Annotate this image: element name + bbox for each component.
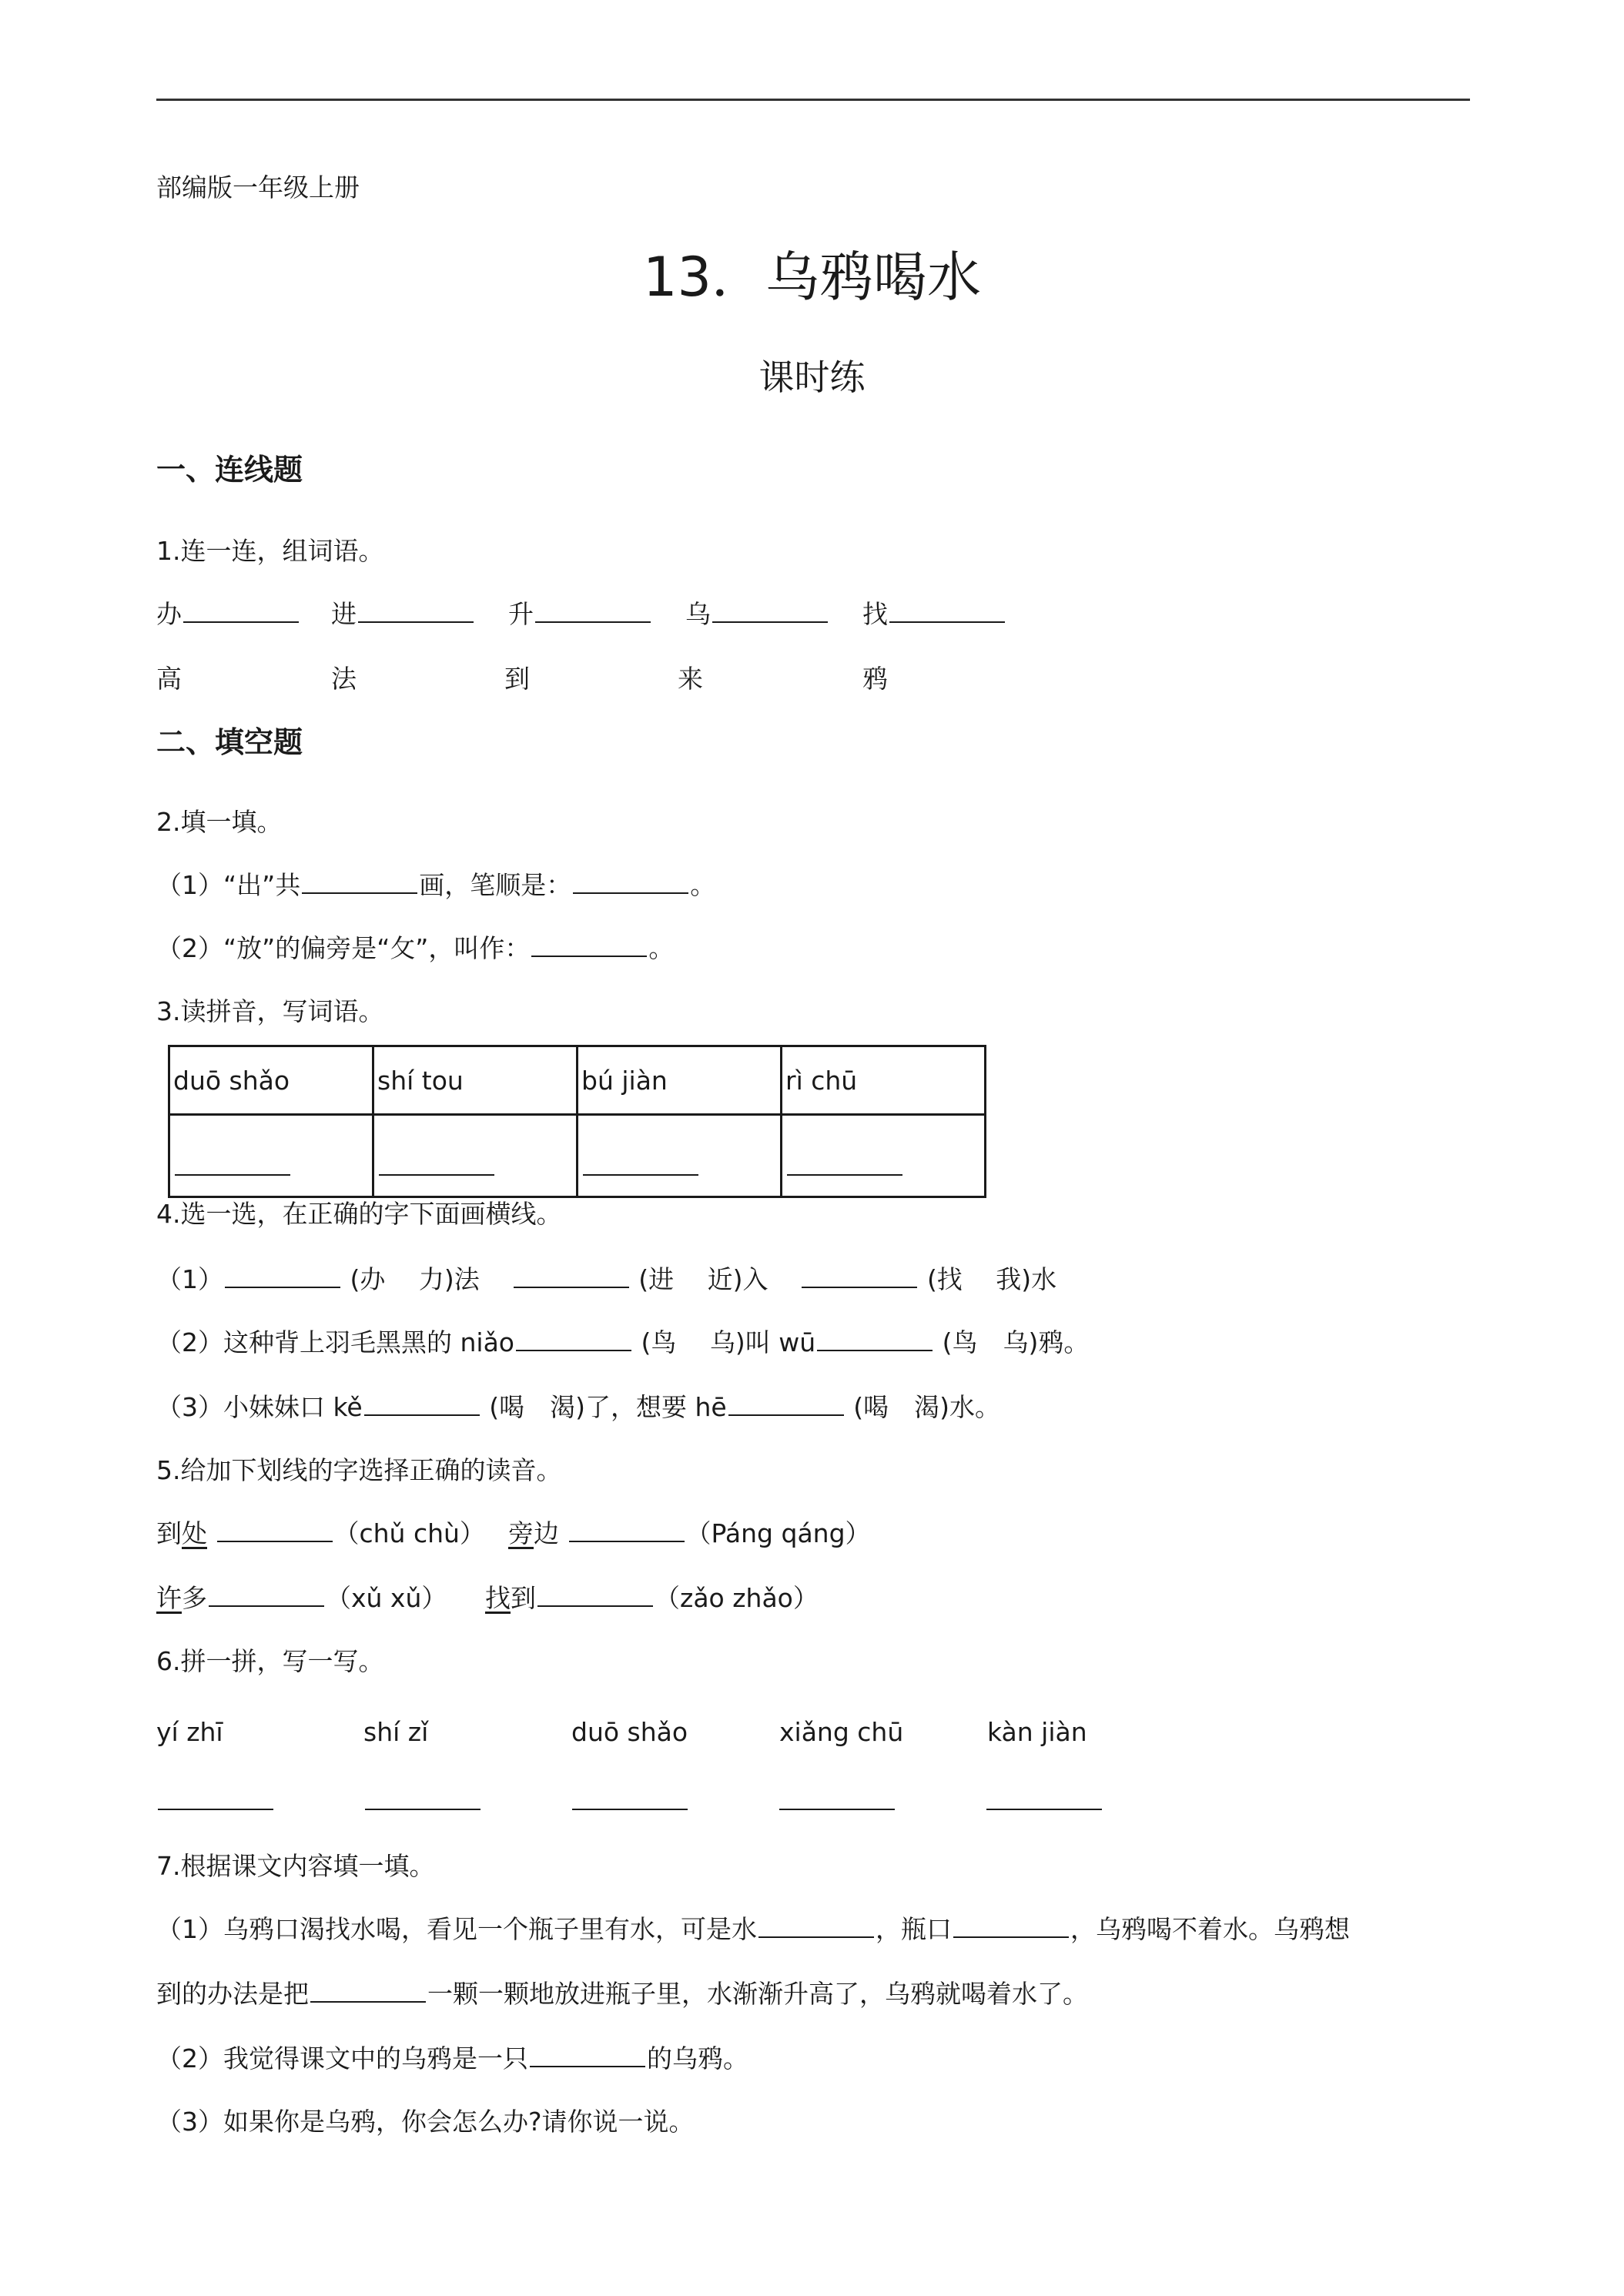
- q6-pinyin: yí zhī: [156, 1717, 223, 1747]
- header-rule: [156, 99, 1470, 101]
- pinyin-table: [168, 1045, 986, 1198]
- answer-blank[interactable]: [712, 598, 828, 623]
- answer-cell[interactable]: [782, 1115, 986, 1197]
- answer-blank[interactable]: [530, 2043, 645, 2067]
- answer-blank[interactable]: [569, 1518, 685, 1542]
- answer-blank[interactable]: [758, 1913, 874, 1938]
- q1-top-item: 办: [156, 597, 300, 631]
- answer-blank[interactable]: [516, 1327, 631, 1351]
- q1-prompt: 1.连一连，组词语。: [156, 536, 384, 566]
- q6-prompt: 6.拼一拼，写一写。: [156, 1646, 384, 1676]
- q6-pinyin: xiǎng chū: [779, 1717, 904, 1747]
- answer-blank[interactable]: [302, 869, 417, 894]
- answer-blank[interactable]: [209, 1582, 324, 1607]
- pinyin-cell: bú jiàn: [578, 1046, 782, 1115]
- answer-blank[interactable]: [175, 1151, 290, 1176]
- q5-prompt: 5.给加下划线的字选择正确的读音。: [156, 1455, 562, 1485]
- q5-item: 旁边 （Páng qáng）: [508, 1518, 871, 1548]
- pinyin-cell: rì chū: [782, 1046, 986, 1115]
- q4-line-1: （1） (办 力)法 (进 近)入 (找 我)水: [156, 1264, 1057, 1294]
- answer-blank[interactable]: [158, 1786, 273, 1810]
- q4-line-2: （2）这种背上羽毛黑黑的 niǎo (鸟 乌)叫 wū (鸟 乌)鸦。: [156, 1327, 1090, 1357]
- q1-top-item: 乌: [685, 597, 829, 631]
- q1-top-item: 进: [331, 597, 475, 631]
- q1-bottom-item: 鸦: [862, 664, 888, 694]
- answer-blank[interactable]: [531, 932, 647, 957]
- answer-cell[interactable]: [578, 1115, 782, 1197]
- answer-blank[interactable]: [535, 598, 651, 623]
- answer-blank[interactable]: [364, 1391, 480, 1416]
- q7-line-1: （1）乌鸦口渴找水喝，看见一个瓶子里有水，可是水 ，瓶口 ，乌鸦喝不着水。乌鸦想: [156, 1914, 1350, 1944]
- answer-blank[interactable]: [986, 1786, 1102, 1810]
- answer-cell[interactable]: [373, 1115, 578, 1197]
- q5-item: 到处 （chǔ chù）: [156, 1518, 485, 1548]
- q5-item: 找到 （zǎo zhǎo）: [485, 1583, 819, 1613]
- answer-blank[interactable]: [787, 1151, 902, 1176]
- answer-blank[interactable]: [217, 1518, 333, 1542]
- answer-blank[interactable]: [225, 1263, 340, 1288]
- section-matching: 一、连线题: [156, 453, 303, 487]
- answer-blank[interactable]: [728, 1391, 844, 1416]
- q1-bottom-item: 到: [504, 664, 530, 694]
- pinyin-cell: duō shǎo: [169, 1046, 373, 1115]
- answer-blank[interactable]: [310, 1978, 426, 2003]
- textbook-label: 部编版一年级上册: [156, 172, 360, 202]
- page-subtitle: 课时练: [758, 356, 866, 398]
- q4-line-3: （3）小妹妹口 kě (喝 渴)了，想要 hē (喝 渴)水。: [156, 1392, 1000, 1422]
- q1-bottom-item: 高: [156, 664, 182, 694]
- q3-prompt: 3.读拼音，写词语。: [156, 996, 384, 1026]
- page-title: 13．乌鸦喝水: [642, 246, 982, 309]
- q7-line-3: （2）我觉得课文中的乌鸦是一只 的乌鸦。: [156, 2043, 748, 2073]
- answer-blank[interactable]: [817, 1327, 933, 1351]
- q7-line-2: 到的办法是把 一颗一颗地放进瓶子里，水渐渐升高了，乌鸦就喝着水了。: [156, 1979, 1088, 2009]
- q2-prompt: 2.填一填。: [156, 807, 283, 837]
- answer-blank[interactable]: [583, 1151, 698, 1176]
- q5-item: 许多 （xǔ xǔ）: [156, 1583, 447, 1613]
- q6-pinyin: kàn jiàn: [987, 1717, 1087, 1747]
- q4-prompt: 4.选一选，在正确的字下面画横线。: [156, 1199, 562, 1229]
- pinyin-cell: shí tou: [373, 1046, 578, 1115]
- q7-prompt: 7.根据课文内容填一填。: [156, 1851, 435, 1881]
- q6-answer-row: [156, 1785, 1103, 1819]
- answer-blank[interactable]: [889, 598, 1005, 623]
- q6-pinyin: duō shǎo: [571, 1717, 688, 1747]
- answer-blank[interactable]: [802, 1263, 917, 1288]
- q7-line-4: （3）如果你是乌鸦，你会怎么办?请你说一说。: [156, 2107, 695, 2137]
- answer-blank[interactable]: [514, 1263, 629, 1288]
- q6-pinyin: shí zǐ: [363, 1717, 429, 1747]
- answer-blank[interactable]: [365, 1786, 481, 1810]
- q2-line-2: （2）“放”的偏旁是“攵”，叫作： 。: [156, 933, 675, 963]
- answer-blank[interactable]: [379, 1151, 494, 1176]
- answer-blank[interactable]: [358, 598, 474, 623]
- q2-line-1: （1）“出”共 画，笔顺是： 。: [156, 870, 716, 900]
- q1-top-item: 找: [862, 597, 1006, 631]
- answer-blank[interactable]: [953, 1913, 1069, 1938]
- answer-blank[interactable]: [572, 1786, 688, 1810]
- q1-top-item: 升: [508, 597, 652, 631]
- q1-bottom-item: 来: [678, 664, 703, 694]
- answer-blank[interactable]: [779, 1786, 895, 1810]
- answer-blank[interactable]: [573, 869, 688, 894]
- answer-blank[interactable]: [183, 598, 299, 623]
- section-fill: 二、填空题: [156, 725, 303, 759]
- q1-bottom-item: 法: [331, 664, 357, 694]
- answer-blank[interactable]: [537, 1582, 653, 1607]
- answer-cell[interactable]: [169, 1115, 373, 1197]
